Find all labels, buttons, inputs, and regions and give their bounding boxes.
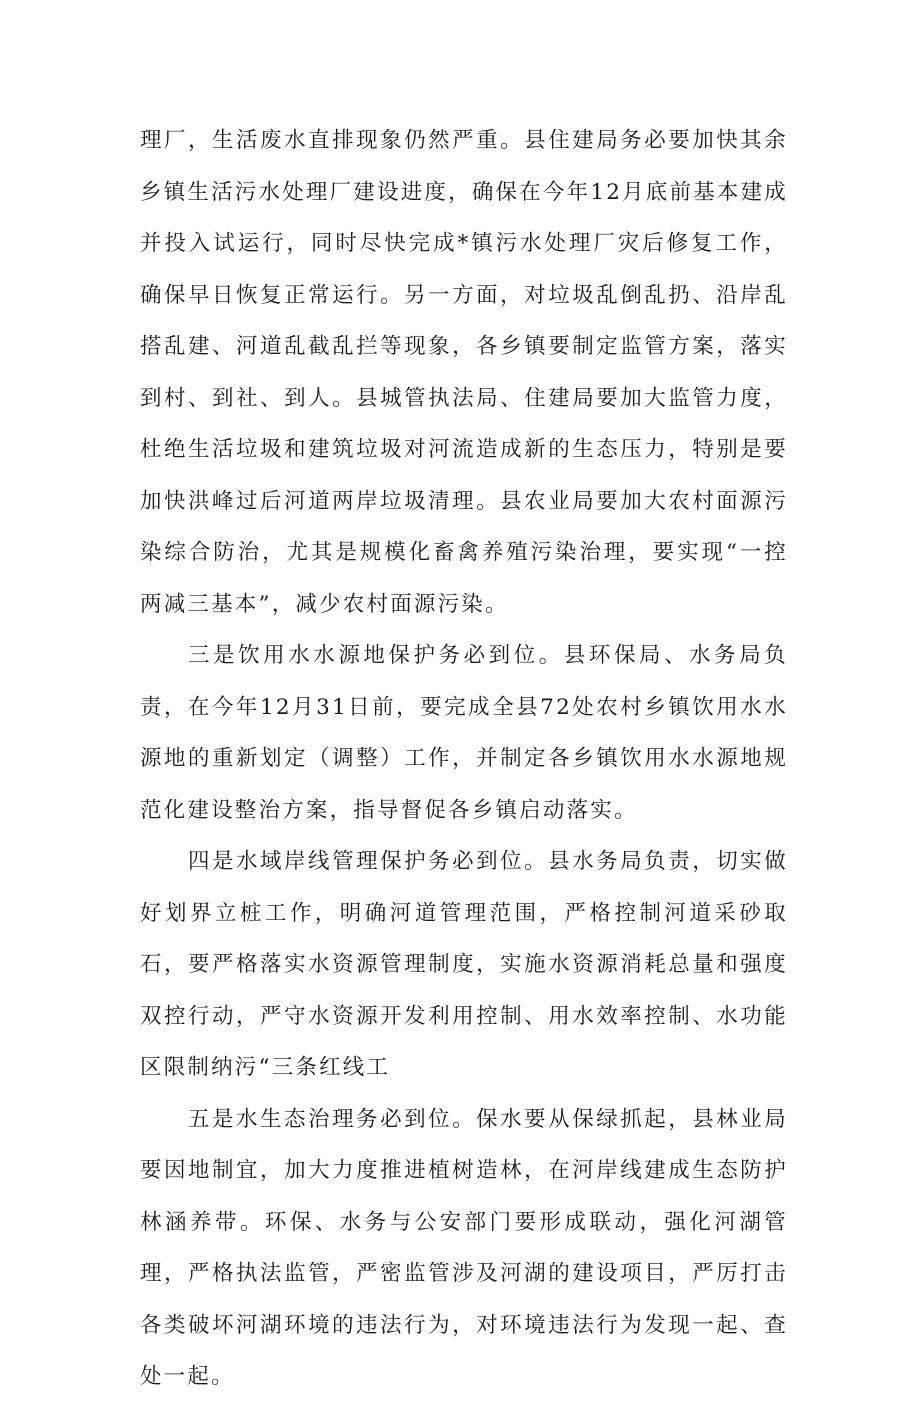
document-body xyxy=(140,115,788,1403)
paragraph-water-ecology-governance: 五是水生态治理务必到位。保水要从保绿抓起，县林业局要因地制宜，加大力度推进植树造林，在河岸线建成生态防护林涵养带。环保、水务与公安部门要形成联动，强化河湖管理，严格执法监管，严密监管涉及河湖的建设项目，严厉打击各类破坏河湖环境的违法行为，对环境违法行为发现一起、查处一起。 xyxy=(140,1106,788,1389)
paragraph-shoreline-management: 四是水域岸线管理保护务必到位。县水务局负责，切实做好划界立桩工作，明确河道管理范围，严格控制河道采砂取石，要严格落实水资源管理制度，实施水资源消耗总量和强度双控行动，严守水资源开发利用控制、用水效率控制、水功能区限制纳污“三条红线工 xyxy=(140,849,788,1080)
paragraph-drinking-water-source-protection: 三是饮用水水源地保护务必到位。县环保局、水务局负责，在今年12月31日前，要完成全县72处农村乡镇饮用水水源地的重新划定（调整）工作，并制定各乡镇饮用水水源地规范化建设整治方案，指导督促各乡镇启动落实。 xyxy=(140,643,788,823)
paragraph-continuation: 理厂，生活废水直排现象仍然严重。县住建局务必要加快其余乡镇生活污水处理厂建设进度，确保在今年12月底前基本建成并投入试运行，同时尽快完成*镇污水处理厂灾后修复工作，确保早日恢复正常运行。另一方面，对垃圾乱倒乱扔、沿岸乱搭乱建、河道乱截乱拦等现象，各乡镇要制定监管方案，落实到村、到社、到人。县城管执法局、住建局要加大监管力度，杜绝生活垃圾和建筑垃圾对河流造成新的生态压力，特别是要加快洪峰过后河道两岸垃圾清理。县农业局要加大农村面源污染综合防治，尤其是规模化畜禽养殖污染治理，要实现“一控两减三基本”，减少农村面源污染。 xyxy=(140,128,788,617)
